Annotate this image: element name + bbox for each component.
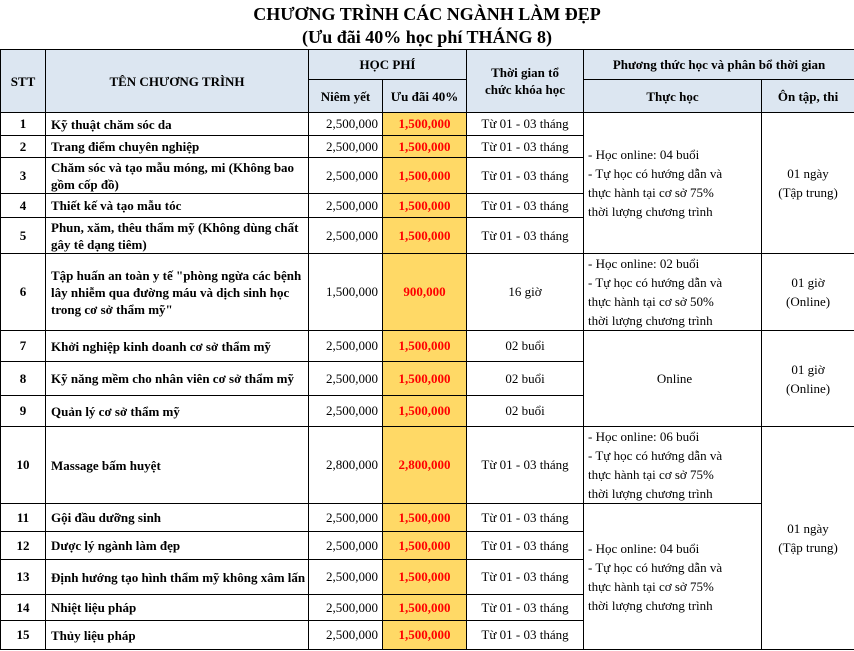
row-list-price: 2,500,000 xyxy=(309,560,383,595)
row-duration: 02 buổi xyxy=(467,362,584,396)
row-stt: 15 xyxy=(1,621,46,650)
row-list-price: 2,500,000 xyxy=(309,532,383,560)
row-duration: 02 buổi xyxy=(467,331,584,362)
practice-cell-line: - Tự học có hướng dẫn và xyxy=(588,559,723,575)
title-block xyxy=(0,0,854,49)
review-cell xyxy=(762,113,854,254)
practice-cell xyxy=(584,504,762,650)
practice-cell-line: Online xyxy=(656,371,693,386)
row-list-price: 2,500,000 xyxy=(309,621,383,650)
row-program-name: Gội đầu dưỡng sinh xyxy=(46,504,309,532)
practice-cell-line: - Học online: 02 buổi xyxy=(588,256,700,271)
practice-cell-line: thực hành tại cơ sở 75% xyxy=(588,578,714,594)
row-duration: 16 giờ xyxy=(467,254,584,331)
review-cell-line: 01 giờ xyxy=(791,361,825,377)
row-stt: 7 xyxy=(1,331,46,362)
row-duration: Từ 01 - 03 tháng xyxy=(467,560,584,595)
review-cell-line: (Online) xyxy=(786,294,831,309)
row-stt: 3 xyxy=(1,158,46,194)
practice-cell-line: thời lượng chương trình xyxy=(588,597,713,613)
row-program-name: Phun, xăm, thêu thẩm mỹ (Không dùng chất gây tê dạng tiêm) xyxy=(46,218,309,254)
row-stt: 14 xyxy=(1,595,46,621)
practice-cell-line: - Tự học có hướng dẫn và xyxy=(588,275,723,290)
header-practice: Thực học xyxy=(584,80,762,113)
row-program-name: Chăm sóc và tạo mẫu móng, mi (Không bao gồm cốp đồ) xyxy=(46,158,309,194)
row-program-name: Dược lý ngành làm đẹp xyxy=(46,532,309,560)
row-discount-price: 1,500,000 xyxy=(383,560,467,595)
row-program-name: Massage bấm huyệt xyxy=(46,427,309,504)
row-list-price: 2,800,000 xyxy=(309,427,383,504)
row-discount-price: 1,500,000 xyxy=(383,158,467,194)
table-row xyxy=(1,113,854,136)
header-duration-line2: chức khóa học xyxy=(485,82,566,97)
row-list-price: 2,500,000 xyxy=(309,396,383,427)
review-cell xyxy=(762,331,854,427)
page-subtitle: (Ưu đãi 40% học phí THÁNG 8) xyxy=(301,27,553,47)
row-duration: Từ 01 - 03 tháng xyxy=(467,136,584,158)
review-cell xyxy=(762,254,854,331)
row-discount-price: 900,000 xyxy=(383,254,467,331)
row-stt: 13 xyxy=(1,560,46,595)
practice-cell-line: - Tự học có hướng dẫn và xyxy=(588,448,723,463)
row-list-price: 2,500,000 xyxy=(309,158,383,194)
practice-cell-line: - Học online: 04 buổi xyxy=(588,540,700,556)
table-body xyxy=(1,113,854,650)
review-cell-line: 01 giờ xyxy=(791,275,825,290)
row-duration: Từ 01 - 03 tháng xyxy=(467,621,584,650)
row-stt: 5 xyxy=(1,218,46,254)
page-title: CHƯƠNG TRÌNH CÁC NGÀNH LÀM ĐẸP xyxy=(253,4,601,24)
row-list-price: 2,500,000 xyxy=(309,595,383,621)
row-stt: 11 xyxy=(1,504,46,532)
practice-cell xyxy=(584,113,762,254)
row-discount-price: 1,500,000 xyxy=(383,396,467,427)
row-stt: 1 xyxy=(1,113,46,136)
row-program-name: Tập huấn an toàn y tế "phòng ngừa các bệnh lây nhiễm qua đường máu và dịch sinh học trong cơ sở thẩm mỹ" xyxy=(46,254,309,331)
row-stt: 4 xyxy=(1,194,46,218)
row-program-name: Khởi nghiệp kinh doanh cơ sở thẩm mỹ xyxy=(46,331,309,362)
row-program-name: Quản lý cơ sở thẩm mỹ xyxy=(46,396,309,427)
row-duration: Từ 01 - 03 tháng xyxy=(467,218,584,254)
row-discount-price: 1,500,000 xyxy=(383,532,467,560)
practice-cell xyxy=(584,427,762,504)
header-duration-line1: Thời gian tổ xyxy=(491,65,559,80)
practice-cell-line: thời lượng chương trình xyxy=(588,204,713,219)
table-row xyxy=(1,331,854,362)
header-method: Phương thức học và phân bổ thời gian xyxy=(584,50,854,80)
row-list-price: 2,500,000 xyxy=(309,136,383,158)
row-discount-price: 2,800,000 xyxy=(383,427,467,504)
review-cell xyxy=(762,427,854,650)
row-stt: 10 xyxy=(1,427,46,504)
row-program-name: Trang điểm chuyên nghiệp xyxy=(46,136,309,158)
row-discount-price: 1,500,000 xyxy=(383,113,467,136)
row-duration: Từ 01 - 03 tháng xyxy=(467,427,584,504)
row-stt: 9 xyxy=(1,396,46,427)
review-cell-line: (Tập trung) xyxy=(778,185,838,200)
row-discount-price: 1,500,000 xyxy=(383,136,467,158)
header-fee: HỌC PHÍ xyxy=(309,50,467,80)
row-stt: 6 xyxy=(1,254,46,331)
header-stt: STT xyxy=(1,50,46,113)
review-cell-line: 01 ngày xyxy=(787,166,829,181)
header-name: TÊN CHƯƠNG TRÌNH xyxy=(46,50,309,113)
row-discount-price: 1,500,000 xyxy=(383,621,467,650)
row-program-name: Kỹ thuật chăm sóc da xyxy=(46,113,309,136)
review-cell-line: 01 ngày xyxy=(787,521,829,536)
practice-cell-line: thực hành tại cơ sở 75% xyxy=(588,185,714,200)
row-program-name: Định hướng tạo hình thẩm mỹ không xâm lấn xyxy=(46,560,309,595)
row-program-name: Kỹ năng mềm cho nhân viên cơ sở thẩm mỹ xyxy=(46,362,309,396)
row-duration: Từ 01 - 03 tháng xyxy=(467,158,584,194)
row-stt: 2 xyxy=(1,136,46,158)
row-duration: Từ 01 - 03 tháng xyxy=(467,532,584,560)
review-cell-line: (Online) xyxy=(786,380,831,396)
row-program-name: Thiết kế và tạo mẫu tóc xyxy=(46,194,309,218)
practice-cell xyxy=(584,331,762,427)
row-discount-price: 1,500,000 xyxy=(383,595,467,621)
practice-cell-line: thực hành tại cơ sở 50% xyxy=(588,294,714,309)
table-row xyxy=(1,254,854,331)
row-discount-price: 1,500,000 xyxy=(383,194,467,218)
row-duration: Từ 01 - 03 tháng xyxy=(467,194,584,218)
table-row xyxy=(1,427,854,504)
row-list-price: 2,500,000 xyxy=(309,331,383,362)
practice-cell-line: thời lượng chương trình xyxy=(588,486,713,501)
row-duration: 02 buổi xyxy=(467,396,584,427)
row-stt: 8 xyxy=(1,362,46,396)
row-discount-price: 1,500,000 xyxy=(383,331,467,362)
practice-cell-line: thời lượng chương trình xyxy=(588,313,713,328)
row-duration: Từ 01 - 03 tháng xyxy=(467,595,584,621)
practice-cell xyxy=(584,254,762,331)
row-stt: 12 xyxy=(1,532,46,560)
row-discount-price: 1,500,000 xyxy=(383,362,467,396)
header-duration xyxy=(467,50,584,113)
row-duration: Từ 01 - 03 tháng xyxy=(467,113,584,136)
row-list-price: 1,500,000 xyxy=(309,254,383,331)
header-list-price: Niêm yết xyxy=(309,80,383,113)
practice-cell-line: - Học online: 06 buổi xyxy=(588,429,700,444)
practice-cell-line: - Học online: 04 buổi xyxy=(588,147,700,162)
table-row xyxy=(1,504,854,532)
row-list-price: 2,500,000 xyxy=(309,218,383,254)
row-list-price: 2,500,000 xyxy=(309,362,383,396)
row-program-name: Thủy liệu pháp xyxy=(46,621,309,650)
header-discount: Ưu đãi 40% xyxy=(383,80,467,113)
row-list-price: 2,500,000 xyxy=(309,194,383,218)
review-cell-line: (Tập trung) xyxy=(778,540,838,555)
row-discount-price: 1,500,000 xyxy=(383,504,467,532)
row-duration: Từ 01 - 03 tháng xyxy=(467,504,584,532)
row-list-price: 2,500,000 xyxy=(309,113,383,136)
row-list-price: 2,500,000 xyxy=(309,504,383,532)
practice-cell-line: - Tự học có hướng dẫn và xyxy=(588,166,723,181)
program-table xyxy=(0,49,854,650)
practice-cell-line: thực hành tại cơ sở 75% xyxy=(588,467,714,482)
row-discount-price: 1,500,000 xyxy=(383,218,467,254)
header-review: Ôn tập, thi xyxy=(762,80,854,113)
row-program-name: Nhiệt liệu pháp xyxy=(46,595,309,621)
